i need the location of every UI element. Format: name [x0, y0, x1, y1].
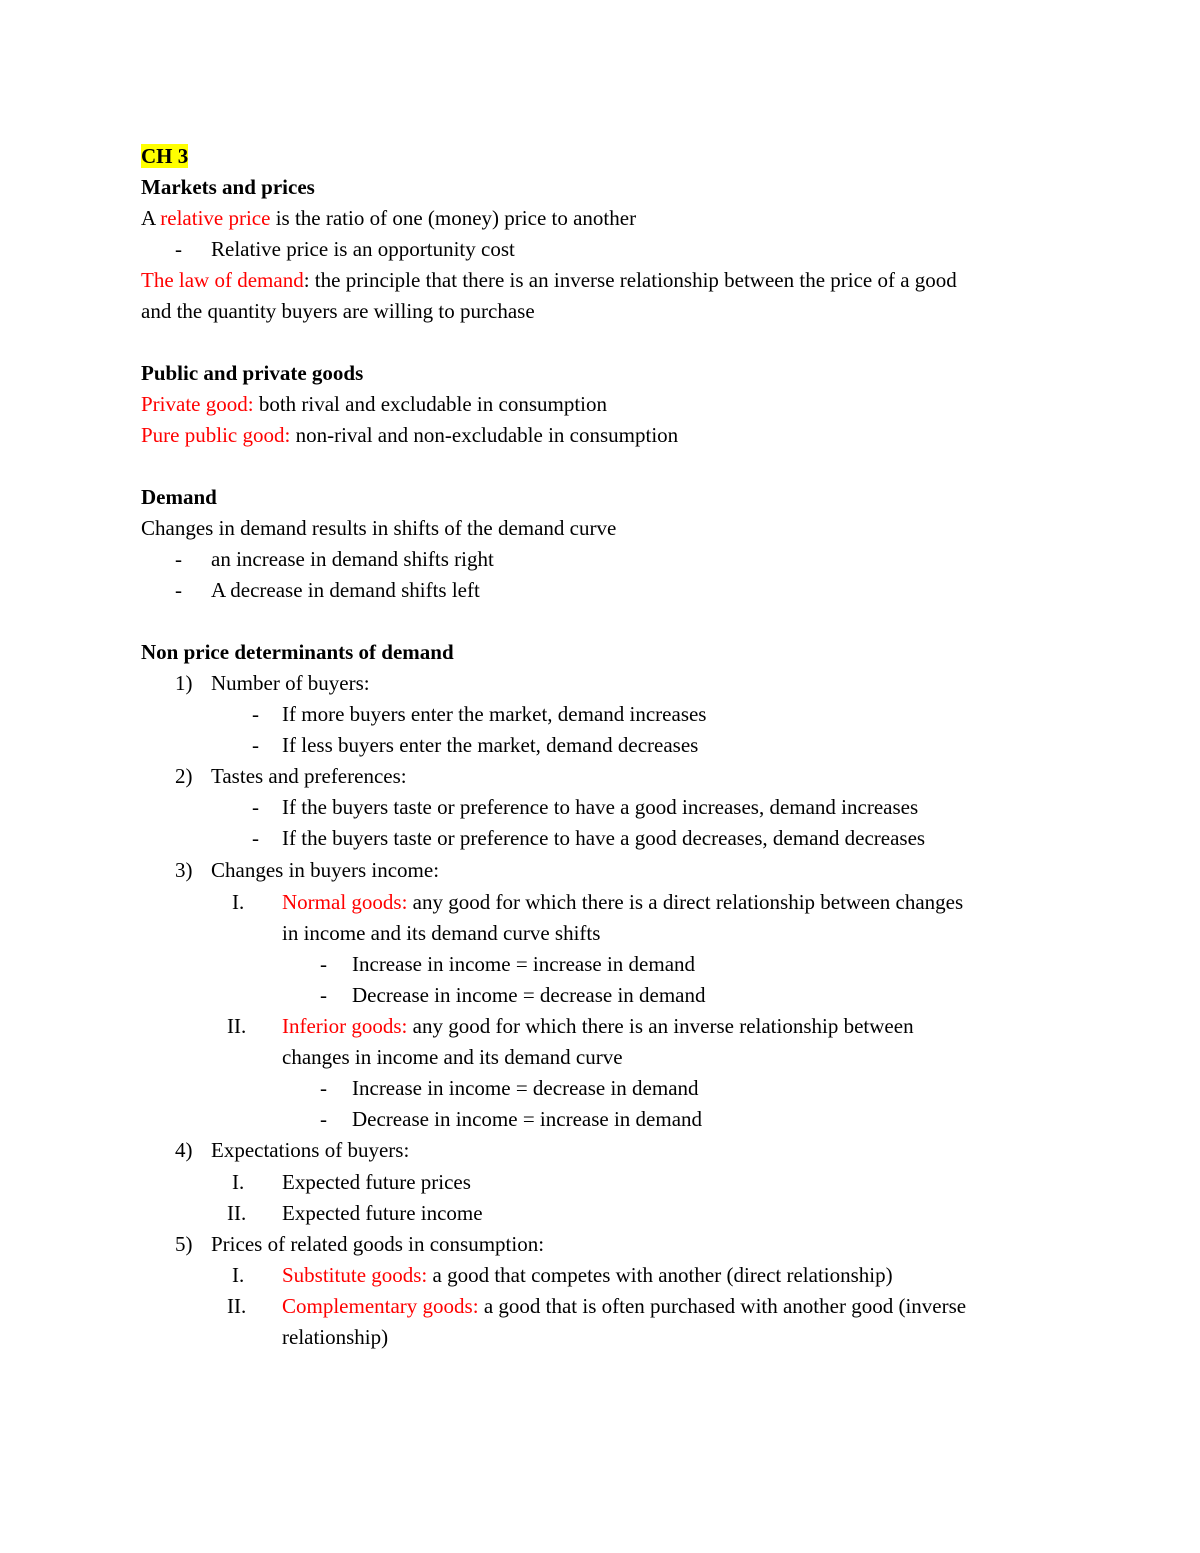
bullet-dash: -: [252, 826, 259, 850]
expected-future-income: Expected future income: [282, 1201, 483, 1225]
bullet-dash: -: [320, 1076, 327, 1100]
list-item-income: Changes in buyers income:: [211, 858, 440, 882]
roman-numeral: I.: [232, 890, 245, 914]
chapter-title: [141, 141, 188, 172]
list-item-number-of-buyers: Number of buyers:: [211, 671, 370, 695]
private-good-definition: [141, 389, 607, 420]
text-fragment: non-rival and non-excludable in consumption: [290, 423, 679, 447]
text-fragment: any good for which there is a direct relationship between changes: [407, 890, 964, 914]
normal-goods-continued: in income and its demand curve shifts: [282, 921, 601, 945]
bullet-demand-left: A decrease in demand shifts left: [211, 578, 480, 602]
bullet-less-buyers: If less buyers enter the market, demand decreases: [282, 733, 699, 757]
roman-numeral: II.: [227, 1294, 247, 1318]
demand-intro: Changes in demand results in shifts of the demand curve: [141, 516, 617, 540]
term-relative-price: relative price: [160, 206, 271, 230]
text-fragment: A: [141, 206, 161, 230]
section-heading-markets: Markets and prices: [141, 175, 315, 199]
text-fragment: both rival and excludable in consumption: [253, 392, 607, 416]
bullet-inferior-increase: Increase in income = decrease in demand: [352, 1076, 699, 1100]
expected-future-prices: Expected future prices: [282, 1170, 471, 1194]
text-fragment: any good for which there is an inverse relationship between: [407, 1014, 914, 1038]
inferior-goods-definition: [282, 1011, 914, 1042]
list-item-related-goods: Prices of related goods in consumption:: [211, 1232, 545, 1256]
term-law-of-demand: The law of demand: [141, 268, 304, 292]
text-fragment: is the ratio of one (money) price to another: [270, 206, 637, 230]
text-fragment: a good that competes with another (direct relationship): [427, 1263, 893, 1287]
bullet-dash: -: [252, 733, 259, 757]
bullet-taste-increases: If the buyers taste or preference to have a good increases, demand increases: [282, 795, 919, 819]
term-inferior-goods: Inferior goods:: [282, 1014, 408, 1038]
bullet-dash: -: [320, 952, 327, 976]
normal-goods-definition: [282, 887, 963, 918]
bullet-taste-decreases: If the buyers taste or preference to have a good decreases, demand decreases: [282, 826, 926, 850]
list-item-expectations: Expectations of buyers:: [211, 1138, 410, 1162]
public-good-definition: [141, 420, 678, 451]
text-fragment: a good that is often purchased with another good (inverse: [478, 1294, 967, 1318]
chapter-highlight: CH 3: [141, 144, 189, 168]
section-heading-goods: Public and private goods: [141, 361, 364, 385]
list-number: 4): [175, 1138, 193, 1162]
relative-price-definition: [141, 203, 636, 234]
bullet-dash: -: [252, 795, 259, 819]
inferior-goods-continued: changes in income and its demand curve: [282, 1045, 623, 1069]
bullet-more-buyers: If more buyers enter the market, demand increases: [282, 702, 707, 726]
section-heading-demand: Demand: [141, 485, 217, 509]
bullet-opportunity-cost: Relative price is an opportunity cost: [211, 237, 515, 261]
bullet-normal-increase: Increase in income = increase in demand: [352, 952, 696, 976]
term-substitute-goods: Substitute goods:: [282, 1263, 428, 1287]
bullet-demand-right: an increase in demand shifts right: [211, 547, 494, 571]
roman-numeral: I.: [232, 1170, 245, 1194]
term-complementary-goods: Complementary goods:: [282, 1294, 479, 1318]
complementary-goods-continued: relationship): [282, 1325, 389, 1349]
bullet-dash: -: [175, 578, 182, 602]
term-normal-goods: Normal goods:: [282, 890, 408, 914]
bullet-normal-decrease: Decrease in income = decrease in demand: [352, 983, 706, 1007]
complementary-goods-definition: [282, 1291, 966, 1322]
list-number: 2): [175, 764, 193, 788]
substitute-goods-definition: [282, 1260, 893, 1291]
roman-numeral: II.: [227, 1014, 247, 1038]
bullet-inferior-decrease: Decrease in income = increase in demand: [352, 1107, 703, 1131]
list-number: 3): [175, 858, 193, 882]
bullet-dash: -: [320, 983, 327, 1007]
list-number: 5): [175, 1232, 193, 1256]
list-number: 1): [175, 671, 193, 695]
term-private-good: Private good:: [141, 392, 254, 416]
bullet-dash: -: [252, 702, 259, 726]
law-of-demand-continued: and the quantity buyers are willing to purchase: [141, 299, 535, 323]
bullet-dash: -: [175, 547, 182, 571]
roman-numeral: I.: [232, 1263, 245, 1287]
bullet-dash: -: [175, 237, 182, 261]
roman-numeral: II.: [227, 1201, 247, 1225]
text-fragment: : the principle that there is an inverse relationship between the price of a good: [303, 268, 957, 292]
section-heading-determinants: Non price determinants of demand: [141, 640, 454, 664]
list-item-tastes: Tastes and preferences:: [211, 764, 407, 788]
bullet-dash: -: [320, 1107, 327, 1131]
term-public-good: Pure public good:: [141, 423, 291, 447]
law-of-demand-definition: [141, 265, 957, 296]
